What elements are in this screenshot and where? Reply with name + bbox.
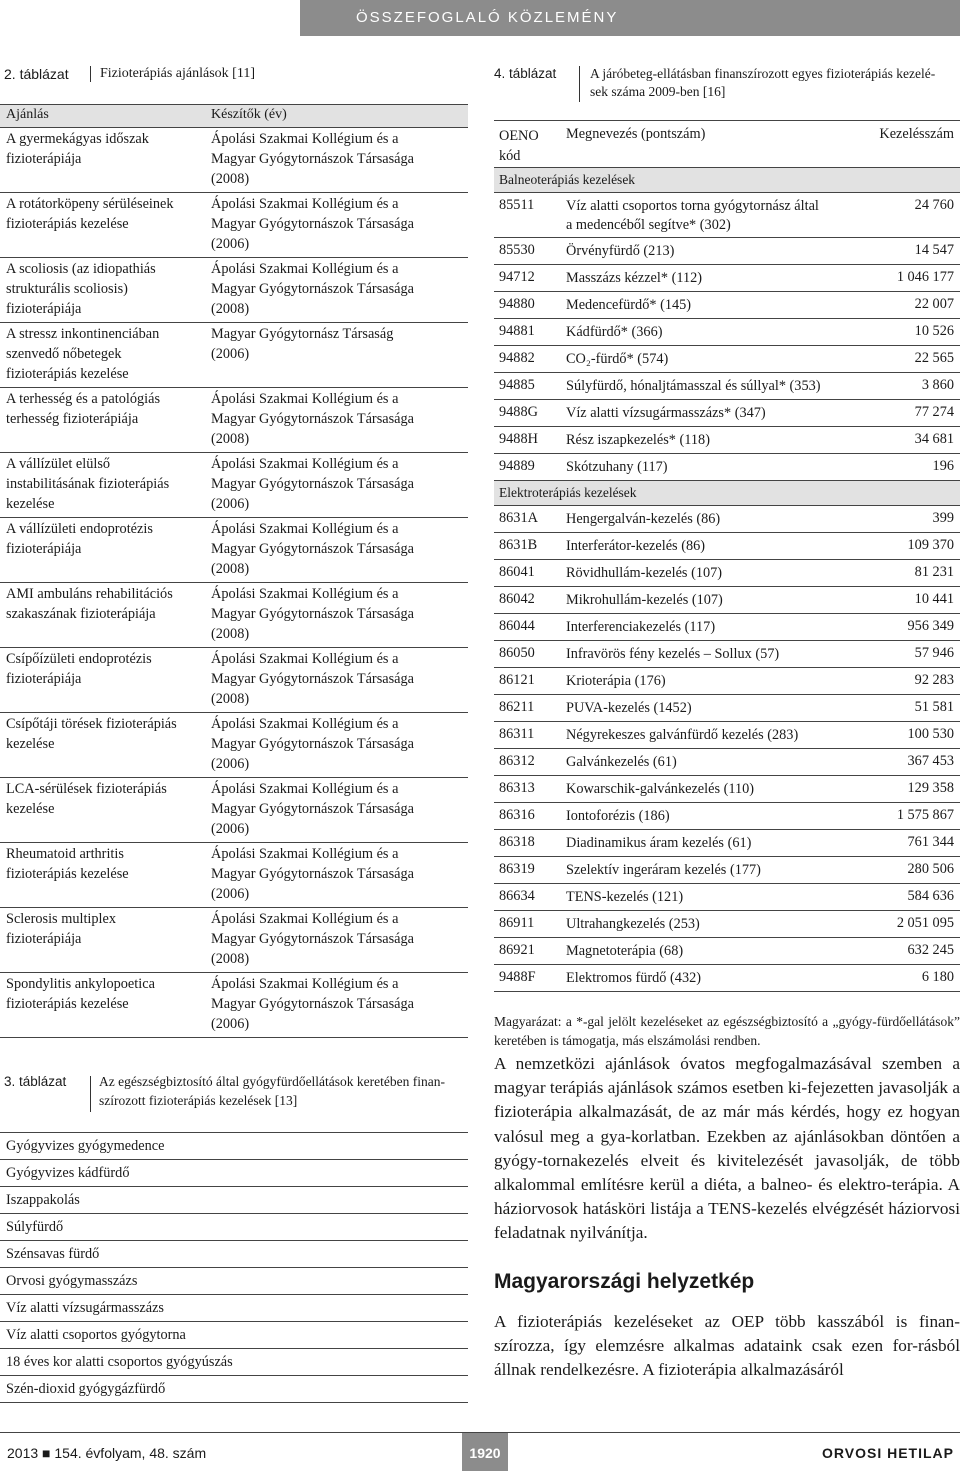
table-row [494,264,960,291]
name-cell: Elektromos fürdő (432) [566,970,701,986]
count-cell: 57 946 [914,645,954,661]
name-cell: Medencefürdő* (145) [566,297,692,313]
count-cell: 632 245 [907,942,954,958]
authors-cell: Ápolási Szakmai Kollégium és a Magyar Gyógytornászok Társasága (2006) [211,456,415,512]
table-row [494,453,960,480]
issue-info: 2013 ■ 154. évfolyam, 48. szám [7,1445,207,1461]
code-cell: 86121 [499,672,535,688]
table-row [494,345,960,372]
table-row [494,748,960,775]
body-paragraph: A fizioterápiás kezeléseket az OEP több kasszából is finan-szírozza, így elemzésre alkalmas adataink csak ezen for-rásból állnak rendelkezésre. A fizioterápia alkalmazásáról [494,1311,960,1380]
table-row [494,426,960,453]
list-item: Iszappakolás [0,1186,468,1213]
table-3 [0,1070,468,1403]
list-item: Szén-dioxid gyógygázfürdő [0,1375,468,1402]
table-row [0,192,468,257]
section-row: Balneoterápiás kezelések [494,167,960,192]
list-item: Víz alatti csoportos gyógytorna [0,1321,468,1348]
recommendation-cell: A terhesség és a patológiás terhesség fizioterápiája [6,391,161,427]
code-cell: 86050 [499,645,535,661]
code-cell: 94880 [499,296,535,312]
recommendation-cell: LCA-sérülések fizioterápiás kezelése [6,781,167,817]
name-cell: Örvényfürdő (213) [566,243,675,259]
recommendation-cell: A stressz inkontinenciában szenvedő nőbetegek fizioterápiás kezelése [6,326,160,382]
code-cell: 86311 [499,726,535,742]
name-cell: Hengergalván-kezelés (86) [566,511,721,527]
table-4-caption-block [494,60,960,120]
count-cell: 100 530 [907,726,954,742]
count-cell: 1 575 867 [896,807,954,823]
section-heading: Magyarországi helyzetkép [494,1269,755,1293]
list-item: Víz alatti vízsugármasszázs [0,1294,468,1321]
table-row [494,856,960,883]
recommendation-cell: Spondylitis ankylopoetica fizioterápiás kezelése [6,976,155,1012]
code-cell: 86911 [499,915,535,931]
table-2-label: 2. táblázat [4,66,69,82]
table-4-header [494,121,960,167]
recommendation-cell: A scoliosis (az idiopathiás strukturális scoliosis) fizioterápiája [6,261,156,317]
name-cell: Ultrahangkezelés (253) [566,916,700,932]
table-row [494,318,960,345]
table-row [494,829,960,856]
count-cell: 14 547 [914,242,954,258]
count-cell: 22 565 [914,350,954,366]
recommendation-cell: AMI ambuláns rehabilitációs szakaszának fizioterápiája [6,586,173,622]
table-row [0,842,468,907]
table-row [494,291,960,318]
table-row [0,712,468,777]
table-row [494,883,960,910]
count-cell: 92 283 [914,672,954,688]
name-cell: Skótzuhany (117) [566,459,668,475]
authors-cell: Ápolási Szakmai Kollégium és a Magyar Gyógytornászok Társasága (2008) [211,651,415,707]
count-cell: 34 681 [914,431,954,447]
count-cell: 956 349 [907,618,954,634]
authors-cell: Magyar Gyógytornász Társaság (2006) [211,326,394,362]
count-cell: 81 231 [914,564,954,580]
table-4-col-code: OENO kód [499,128,539,164]
table-row [494,192,960,237]
code-cell: 9488H [499,431,538,447]
count-cell: 2 051 095 [896,915,954,931]
list-item: Szénsavas fürdő [0,1240,468,1267]
table-row [494,775,960,802]
name-cell: Masszázs kézzel* (112) [566,270,703,286]
page-number: 1920 [462,1433,508,1471]
code-cell: 94882 [499,350,535,366]
count-cell: 24 760 [914,197,954,213]
name-cell: Interferenciakezelés (117) [566,619,716,635]
table-4-note: Magyarázat: a *-gal jelölt kezeléseket az egészségbiztosító a „gyógy-fürdőellátások” keretében is támogatja, más elszámolási rendben. [494,1014,960,1048]
table-row [494,532,960,559]
name-cell: Infravörös fény kezelés – Sollux (57) [566,646,780,662]
code-cell: 85530 [499,242,535,258]
table-row [494,237,960,264]
name-cell: Rövidhullám-kezelés (107) [566,565,723,581]
table-3-caption-block [0,1070,468,1132]
code-cell: 86634 [499,888,535,904]
code-cell: 94889 [499,458,535,474]
count-cell: 10 441 [914,591,954,607]
table-row [0,127,468,192]
table-4-body [494,120,960,992]
table-2-caption: Fizioterápiás ajánlások [11] [100,66,255,81]
code-cell: 86318 [499,834,535,850]
code-cell: 85511 [499,197,535,213]
table-row [0,582,468,647]
code-cell: 86313 [499,780,535,796]
table-2-body [0,104,468,1038]
table-2-col-authors: Készítők (év) [211,107,287,122]
table-4-label: 4. táblázat [494,66,557,81]
list-item: 18 éves kor alatti csoportos gyógyúszás [0,1348,468,1375]
section-header-title: ÖSSZEFOGLALÓ KÖZLEMÉNY [356,9,619,26]
recommendation-cell: Csípőtáji törések fizioterápiás kezelése [6,716,177,752]
table-row [0,777,468,842]
code-cell: 94712 [499,269,535,285]
table-row [494,399,960,426]
table-row [494,667,960,694]
code-cell: 86041 [499,564,535,580]
code-cell: 86044 [499,618,535,634]
authors-cell: Ápolási Szakmai Kollégium és a Magyar Gyógytornászok Társasága (2006) [211,196,415,252]
count-cell: 22 007 [914,296,954,312]
section-header-bar [300,0,960,36]
table-row [0,322,468,387]
table-row [0,907,468,972]
count-cell: 51 581 [914,699,954,715]
caption-divider [90,66,91,82]
count-cell: 10 526 [914,323,954,339]
name-cell: Víz alatti csoportos torna gyógytornász által a medencéből segítve* (302) [566,198,819,233]
table-row [494,694,960,721]
authors-cell: Ápolási Szakmai Kollégium és a Magyar Gyógytornászok Társasága (2008) [211,391,415,447]
name-cell: CO₂-fürdő* (574) [566,351,669,367]
code-cell: 8631B [499,537,538,553]
table-row [494,372,960,399]
recommendation-cell: A gyermekágyas időszak fizioterápiája [6,131,149,167]
count-cell: 399 [932,510,954,526]
caption-divider [90,1076,91,1112]
code-cell: 8631A [499,510,538,526]
table-row [0,452,468,517]
count-cell: 761 344 [907,834,954,850]
table-row [494,721,960,748]
count-cell: 6 180 [921,969,954,985]
table-row [494,613,960,640]
name-cell: Diadinamikus áram kezelés (61) [566,835,752,851]
table-row [494,802,960,829]
table-row [0,387,468,452]
code-cell: 86042 [499,591,535,607]
authors-cell: Ápolási Szakmai Kollégium és a Magyar Gyógytornászok Társasága (2008) [211,911,415,967]
table-2-header [0,105,468,127]
table-row [494,586,960,613]
recommendation-cell: A rotátorköpeny sérüléseinek fizioterápiás kezelése [6,196,174,232]
count-cell: 1 046 177 [896,269,954,285]
name-cell: Négyrekeszes galvánfürdő kezelés (283) [566,727,799,743]
code-cell: 94881 [499,323,535,339]
name-cell: PUVA-kezelés (1452) [566,700,692,716]
table-4-col-count: Kezelésszám [879,126,954,142]
table-row [494,937,960,964]
count-cell: 77 274 [914,404,954,420]
section-row: Elektroterápiás kezelések [494,480,960,505]
authors-cell: Ápolási Szakmai Kollégium és a Magyar Gyógytornászok Társasága (2006) [211,976,415,1032]
body-paragraph: A nemzetközi ajánlások óvatos megfogalmazásával szemben a magyar terápiás ajánlások számos esetben ki-fejezetten javasolják a fizioterápia alkalmazását, de az már más kérdés, hogy ez hogyan valósul meg a gya-korlatban. Ezekben az ajánlásokban döntően a gyógy-tornakezelés elveit és kivitelezését javasolják, de több alkalommal említésre kerül a diéta, a balneo- és elektro-terápia. A háziorvosok hatásköri listája a TENS-kezelés elvégzését háziorvosi feladatnak nyilvánítja. [494,1054,960,1243]
table-row [494,910,960,937]
name-cell: TENS-kezelés (121) [566,889,684,905]
table-row [494,640,960,667]
name-cell: Magnetoterápia (68) [566,943,684,959]
code-cell: 86316 [499,807,535,823]
name-cell: Galvánkezelés (61) [566,754,677,770]
table-3-caption: Az egészségbiztosító által gyógyfürdőellátások keretében finan- szírozott fizioterápiás kezelések [13] [99,1074,445,1108]
article-body [494,1052,960,1382]
name-cell: Szelektív ingeráram kezelés (177) [566,862,761,878]
authors-cell: Ápolási Szakmai Kollégium és a Magyar Gyógytornászok Társasága (2008) [211,521,415,577]
code-cell: 9488F [499,969,536,985]
list-item: Orvosi gyógymasszázs [0,1267,468,1294]
name-cell: Iontoforézis (186) [566,808,670,824]
table-3-label: 3. táblázat [4,1074,67,1089]
authors-cell: Ápolási Szakmai Kollégium és a Magyar Gyógytornászok Társasága (2008) [211,131,415,187]
caption-divider [579,66,580,102]
name-cell: Súlyfürdő, hónaljtámasszal és súllyal* (353) [566,378,821,394]
count-cell: 367 453 [907,753,954,769]
authors-cell: Ápolási Szakmai Kollégium és a Magyar Gyógytornászok Társasága (2006) [211,716,415,772]
name-cell: Kádfürdő* (366) [566,324,663,340]
authors-cell: Ápolási Szakmai Kollégium és a Magyar Gyógytornászok Társasága (2006) [211,846,415,902]
authors-cell: Ápolási Szakmai Kollégium és a Magyar Gyógytornászok Társasága (2008) [211,586,415,642]
table-4 [494,60,960,1050]
count-cell: 129 358 [907,780,954,796]
code-cell: 86312 [499,753,535,769]
code-cell: 9488G [499,404,538,420]
table-2-col-recommendation: Ajánlás [6,107,49,122]
name-cell: Rész iszapkezelés* (118) [566,432,710,448]
list-item: Gyógyvizes kádfürdő [0,1159,468,1186]
recommendation-cell: A vállízületi endoprotézis fizioterápiája [6,521,153,557]
table-row [0,647,468,712]
recommendation-cell: Csípőízületi endoprotézis fizioterápiája [6,651,152,687]
list-item: Súlyfürdő [0,1213,468,1240]
table-3-list [0,1132,468,1403]
name-cell: Víz alatti vízsugármasszázs* (347) [566,405,766,421]
count-cell: 3 860 [921,377,954,393]
authors-cell: Ápolási Szakmai Kollégium és a Magyar Gyógytornászok Társasága (2006) [211,781,415,837]
table-row [494,964,960,991]
table-row [0,517,468,582]
recommendation-cell: Rheumatoid arthritis fizioterápiás kezelése [6,846,129,882]
code-cell: 94885 [499,377,535,393]
code-cell: 86921 [499,942,535,958]
name-cell: Krioterápia (176) [566,673,666,689]
table-row [494,505,960,532]
table-4-col-name: Megnevezés (pontszám) [566,126,706,142]
count-cell: 280 506 [907,861,954,877]
name-cell: Kowarschik-galvánkezelés (110) [566,781,755,797]
count-cell: 196 [932,458,954,474]
journal-name: ORVOSI HETILAP [822,1445,954,1461]
name-cell: Interferátor-kezelés (86) [566,538,706,554]
name-cell: Mikrohullám-kezelés (107) [566,592,723,608]
recommendation-cell: Sclerosis multiplex fizioterápiája [6,911,116,947]
table-row [494,559,960,586]
recommendation-cell: A vállízület elülső instabilitásának fizioterápiás kezelése [6,456,170,512]
table-row [0,257,468,322]
table-4-caption: A járóbeteg-ellátásban finanszírozott egyes fizioterápiás kezelé- sek száma 2009-ben [16] [590,66,936,99]
page-footer [0,1432,960,1471]
code-cell: 86211 [499,699,535,715]
table-row [0,972,468,1037]
count-cell: 109 370 [907,537,954,553]
code-cell: 86319 [499,861,535,877]
count-cell: 584 636 [907,888,954,904]
list-item: Gyógyvizes gyógymedence [6,1138,165,1154]
authors-cell: Ápolási Szakmai Kollégium és a Magyar Gyógytornászok Társasága (2008) [211,261,415,317]
